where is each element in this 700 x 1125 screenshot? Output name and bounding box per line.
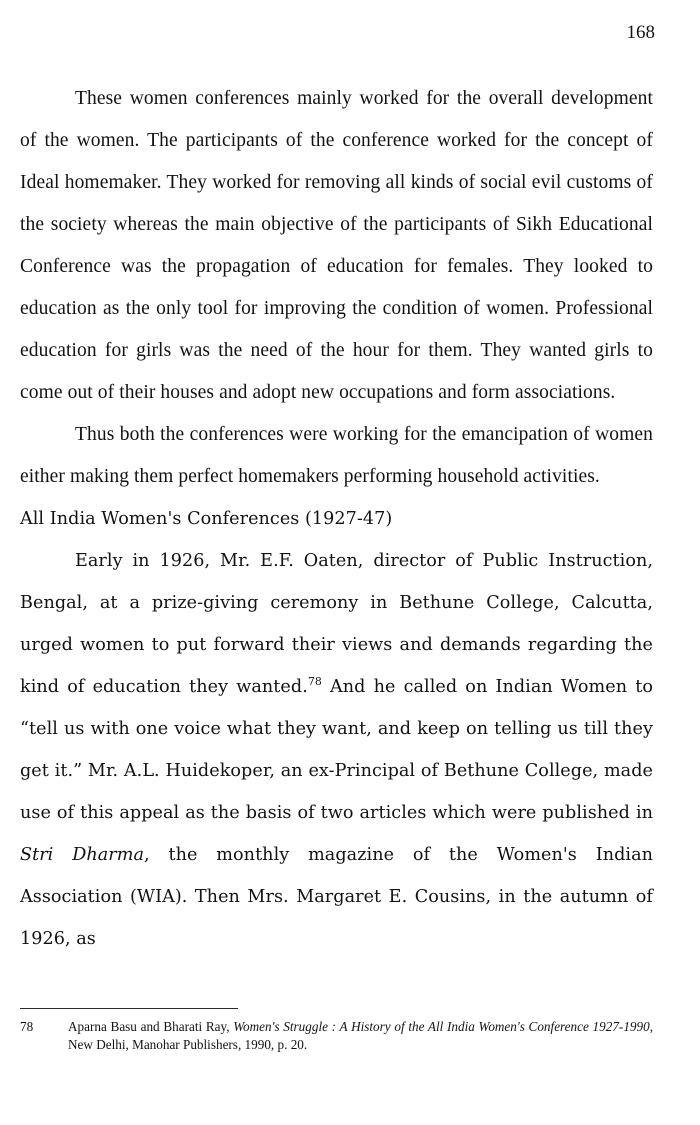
paragraph-3-segment-3: , the monthly magazine of the Women's Indian Association (WIA). Then Mrs. Margaret E. Cousins, in the autumn of 1926, as	[20, 845, 653, 949]
footnote-book-title: Women's Struggle : A History of the All India Women's Conference 1927-1990	[233, 1019, 650, 1034]
italic-journal-title: Stri Dharma	[20, 845, 145, 865]
footnote-number: 78	[20, 1019, 34, 1034]
footnote-reference-78[interactable]: 78	[307, 675, 322, 689]
paragraph-2: Thus both the conferences were working for the emancipation of women either making them perfect homemakers performing household activities.	[20, 424, 653, 487]
section-heading: All India Women's Conferences (1927-47)	[20, 509, 393, 529]
footnote-author: Aparna Basu and Bharati Ray,	[68, 1019, 234, 1034]
paragraph-3-segment-2: And he called on Indian Women to “tell us with one voice what they want, and keep on telling us till they get it.” Mr. A.L. Huidekoper, an ex-Principal of Bethune College, made use of this appeal as the basis of two articles which were published in	[20, 677, 653, 823]
footnote-publication-details: , New Delhi, Manohar Publishers, 1990, p. 20.	[68, 1019, 653, 1052]
paragraph-1: These women conferences mainly worked for the overall development of the women. The participants of the conference worked for the concept of Ideal homemaker. They worked for removing all kinds of social evil customs of the society whereas the main objective of the participants of Sikh Educational Conference was the propagation of education for females. They looked to education as the only tool for improving the condition of women. Professional education for girls was the need of the hour for them. They wanted girls to come out of their houses and adopt new occupations and form associations.	[20, 88, 653, 403]
footnote-entry	[20, 1018, 653, 1054]
footnote-area	[20, 1008, 653, 1054]
footnote-citation	[68, 1018, 653, 1054]
page-number: 168	[626, 22, 655, 43]
paragraph-3	[20, 540, 653, 960]
main-text-block	[20, 78, 653, 960]
footnote-separator-rule	[20, 1008, 238, 1009]
paragraph-3-segment-1: Early in 1926, Mr. E.F. Oaten, director of Public Instruction, Bengal, at a prize-giving ceremony in Bethune College, Calcutta, urged women to put forward their views and demands regarding the kind of education they wanted.	[20, 551, 653, 697]
